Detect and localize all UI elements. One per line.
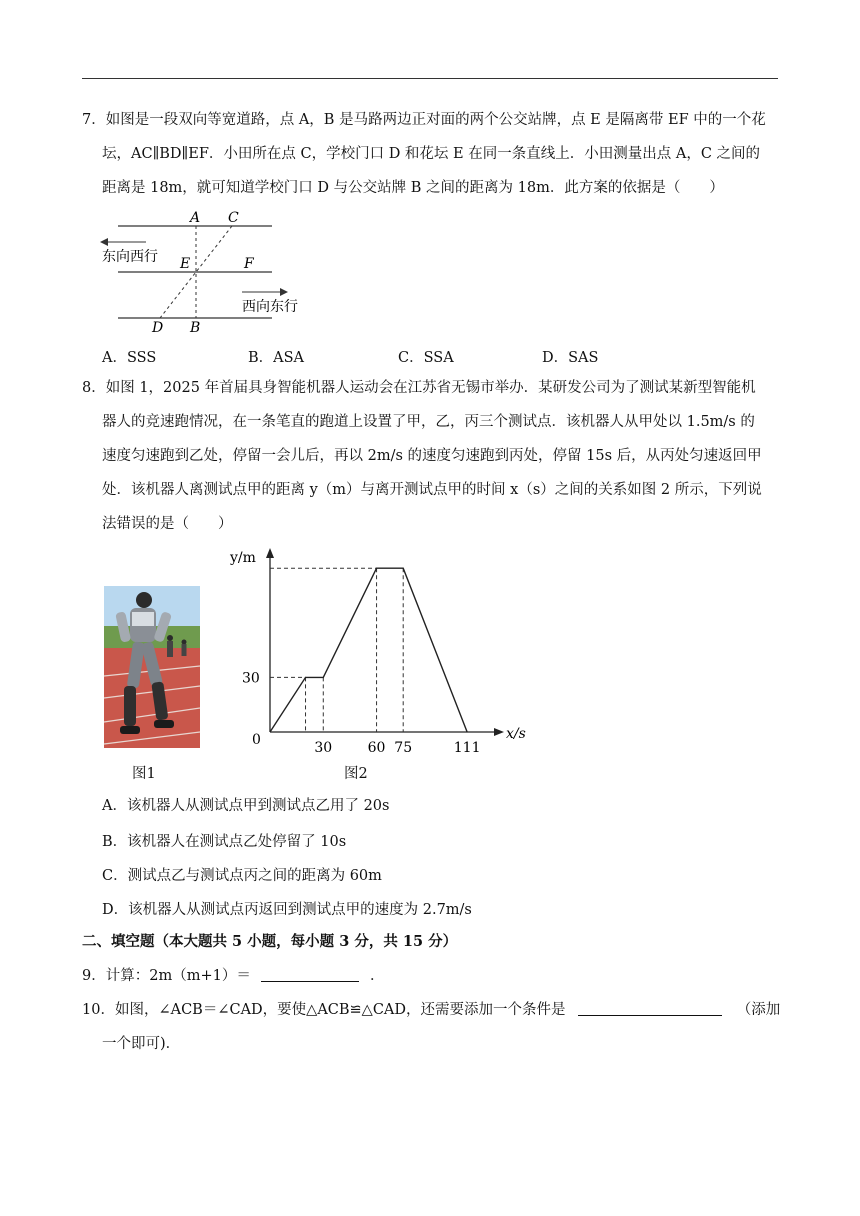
- label-E: E: [180, 256, 191, 272]
- q9-prefix: 9．计算：2m（m+1）＝: [82, 968, 251, 984]
- distance-time-series-line: [270, 568, 467, 732]
- label-C: C: [228, 210, 239, 226]
- fig1-caption: 图1: [132, 766, 156, 782]
- label-F: F: [244, 256, 254, 272]
- q8-line-4: 处．该机器人离测试点甲的距离 y（m）与离开测试点甲的时间 x（s）之间的关系如图 2 所示，下列说: [102, 482, 762, 498]
- east-direction-text: 西向东行: [242, 299, 298, 315]
- x-axis-label: x/s: [506, 726, 526, 742]
- q7-option-a: A．SSS: [102, 350, 157, 366]
- q7-road-figure: [96, 206, 326, 340]
- robot-photo: [104, 586, 200, 748]
- q7-options: [102, 346, 782, 366]
- x-tick-label: 75: [394, 740, 413, 756]
- q8-option-c: C．测试点乙与测试点丙之间的距离为 60m: [102, 868, 382, 884]
- q8-line-1: 8．如图 1，2025 年首届具身智能机器人运动会在江苏省无锡市举办．某研发公司为了测试某新型智能机: [82, 380, 756, 396]
- x-tick-label: 111: [453, 740, 481, 756]
- west-direction-text: 东向西行: [102, 249, 158, 265]
- q9-answer-blank[interactable]: [261, 967, 359, 982]
- section-2-title: 二、填空题（本大题共 5 小题，每小题 3 分，共 15 分）: [82, 933, 458, 950]
- q8-option-b: B．该机器人在测试点乙处停留了 10s: [102, 834, 347, 850]
- q7-option-c: C．SSA: [398, 350, 454, 366]
- q8-line-3: 速度匀速跑到乙处，停留一会儿后，再以 2m/s 的速度匀速跑到丙处，停留 15s 后，从丙处匀速返回甲: [102, 448, 762, 464]
- q8-option-a: A．该机器人从测试点甲到测试点乙用了 20s: [102, 798, 390, 814]
- q8-distance-time-chart: [222, 540, 526, 756]
- y-axis-label: y/m: [230, 550, 256, 566]
- q8-line-5: 法错误的是（ ）: [102, 516, 233, 532]
- q7-line-2: 坛，AC∥BD∥EF．小田所在点 C，学校门口 D 和花坛 E 在同一条直线上．小田测量出点 A，C 之间的: [102, 146, 761, 162]
- west-arrow-icon: [100, 238, 108, 246]
- q7-line-3: 距离是 18m，就可知道学校门口 D 与公交站牌 B 之间的距离为 18m．此方案的依据是（ ）: [102, 180, 724, 196]
- q10-suffix: （添加: [736, 1002, 781, 1018]
- label-D: D: [152, 320, 164, 336]
- x-axis-arrow-icon: [494, 728, 504, 736]
- q10-line-1: [82, 1000, 782, 1020]
- q9-suffix: ．: [370, 968, 385, 984]
- y-tick-label: 30: [242, 670, 260, 687]
- q9-line: [82, 966, 782, 986]
- label-B: B: [190, 320, 201, 336]
- q8-option-d: D．该机器人从测试点丙返回到测试点甲的速度为 2.7m/s: [102, 902, 472, 918]
- header-rule: [82, 78, 778, 79]
- q10-line-2: 一个即可)．: [102, 1036, 181, 1052]
- label-A: A: [190, 210, 201, 226]
- q8-line-2: 器人的竞速跑情况，在一条笔直的跑道上设置了甲，乙，丙三个测试点．该机器人从甲处以 1.5m/s 的: [102, 414, 755, 430]
- q7-option-b: B．ASA: [248, 350, 305, 366]
- fig2-caption: 图2: [344, 766, 368, 782]
- x-tick-label: 30: [314, 740, 333, 756]
- q10-answer-blank[interactable]: [578, 1001, 722, 1016]
- east-arrow-icon: [280, 288, 288, 296]
- q7-line-1: 7．如图是一段双向等宽道路，点 A，B 是马路两边正对面的两个公交站牌，点 E 是隔离带 EF 中的一个花: [82, 112, 766, 128]
- q7-option-d: D．SAS: [542, 350, 599, 366]
- y-axis-arrow-icon: [266, 548, 274, 558]
- origin-label: 0: [252, 732, 261, 748]
- x-tick-label: 60: [367, 740, 386, 756]
- q10-prefix: 10．如图，∠ACB＝∠CAD，要使△ACB≌△CAD，还需要添加一个条件是: [82, 1002, 566, 1018]
